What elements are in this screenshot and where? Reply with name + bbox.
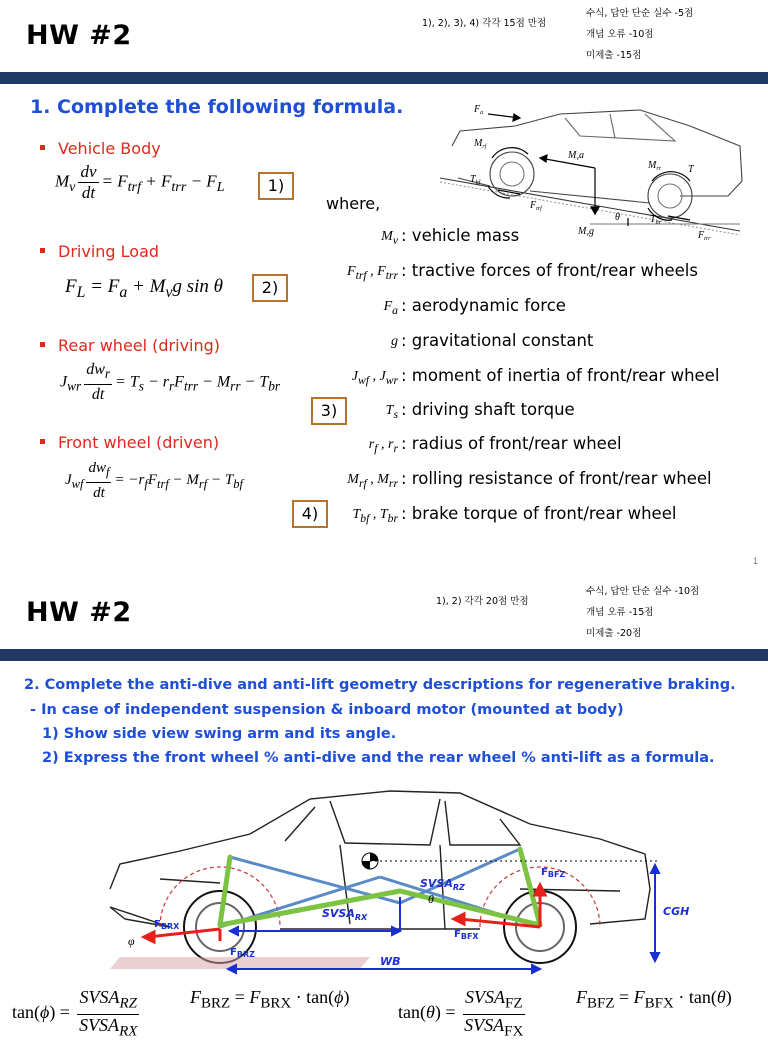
bullet-rear-wheel: Rear wheel (driving) (40, 336, 220, 355)
definition-row (300, 468, 760, 492)
equation-driving-load: $F_L = F_a + M_vg$ sin θ (65, 276, 223, 301)
bullet-driving-load: Driving Load (40, 242, 159, 261)
svg-text:φ: φ (128, 934, 135, 948)
page-number: 1 (752, 556, 758, 566)
slide-title: HW #2 (26, 20, 132, 51)
definition-desc: : vehicle mass (401, 226, 520, 245)
definition-symbol: $F_{trf}$ , $F_{trr}$ (347, 264, 398, 282)
cgh-label: CGH (663, 905, 690, 918)
svg-text:Fa: $F_a$ (474, 104, 484, 116)
definition-desc: : brake torque of front/rear wheel (401, 504, 677, 523)
penalty-item: 개념 오류 -15점 (586, 607, 654, 618)
definition-symbol: g (391, 334, 398, 349)
answer-box-3[interactable]: 3) (311, 397, 347, 425)
question-title: 1. Complete the following formula. (30, 96, 404, 118)
definition-desc: : driving shaft torque (401, 400, 575, 419)
equation-vehicle-body: $M_v$ $\frac{dv}{dt}$ = $F_{trf} + F_{trr} - F_L$ (55, 162, 225, 202)
bullet-front-wheel: Front wheel (driven) (40, 433, 219, 452)
wb-label: WB (380, 955, 401, 968)
penalty-item: 미제출 -15점 (586, 50, 642, 61)
definition-desc: : tractive forces of front/rear wheels (401, 261, 698, 280)
svg-text:Ftrr: $F_{trr}$ (698, 230, 711, 242)
definition-symbol: $J_{wf}$ , $J_{wr}$ (351, 369, 398, 387)
equation-rear-wheel: $J_{wr}$ $\frac{dw_r}{dt}$ = $T_s - r_rF_{trr} - M_{rr} - T_{br}$ (60, 361, 281, 404)
definition-desc: : gravitational constant (401, 331, 594, 350)
definition-row (300, 433, 760, 457)
penalty-list (586, 3, 693, 66)
vehicle-free-body-diagram (440, 96, 762, 246)
definition-row (300, 260, 760, 284)
answer-box-1[interactable]: 1) (258, 172, 294, 200)
anti-dive-diagram (100, 779, 700, 979)
svg-text:FBFX: $F_{BFX}$ (454, 929, 479, 941)
definition-row (300, 503, 760, 527)
formula-rear-fbrz: $F_{BRZ} = F_{BRX} \cdot \tan(\phi)$ (190, 987, 350, 1012)
slide-title: HW #2 (26, 597, 132, 628)
definition-desc: : radius of front/rear wheel (401, 434, 622, 453)
question-line: 1) Show side view swing arm and its angle. (42, 726, 397, 742)
header-bar (0, 649, 768, 661)
formula-rear-tan-phi: tan(ϕ) = $\frac{SVSA_{RZ}}{SVSA_{RX}}$ (12, 987, 138, 1040)
svg-text:FBRZ: $F_{BRZ}$ (230, 947, 255, 959)
svg-text:T: T (688, 164, 694, 175)
header-bar (0, 72, 768, 84)
svg-text:Ftrf: $F_{trf}$ (530, 200, 542, 212)
definition-symbol: $T_{bf}$ , $T_{br}$ (352, 507, 398, 525)
svg-text:Mrf: $M_{rf}$ (474, 138, 487, 150)
penalty-item: 개념 오류 -10점 (586, 29, 654, 40)
svg-text:θ: θ (615, 212, 620, 223)
formula-front-fbfz: $F_{BFZ} = F_{BFX} \cdot \tan(\theta)$ (576, 987, 732, 1012)
definition-desc: : rolling resistance of front/rear wheel (401, 469, 712, 488)
question-line: 2) Express the front wheel % anti-dive and the rear wheel % anti-lift as a formula. (42, 750, 715, 766)
penalty-item: 미제출 -20점 (586, 628, 642, 639)
question-line: 2. Complete the anti-dive and anti-lift geometry descriptions for regenerative braking. (24, 677, 736, 693)
score-note: 1), 2) 각각 20점 만점 (436, 596, 529, 607)
where-label: where, (326, 194, 381, 213)
definition-symbol: $F_a$ (383, 299, 398, 317)
question-line: - In case of independent suspension & inboard motor (mounted at body) (30, 702, 624, 718)
answer-box-2[interactable]: 2) (252, 274, 288, 302)
svg-text:Mvg: $M_vg$ (578, 226, 595, 238)
definition-desc: : moment of inertia of front/rear wheel (401, 366, 720, 385)
definition-row (300, 399, 760, 423)
svg-text:Mva: $M_va$ (568, 150, 585, 162)
definition-desc: : aerodynamic force (401, 296, 566, 315)
definition-row (300, 295, 760, 319)
slide-2 (0, 569, 768, 1040)
svg-text:θ: θ (428, 892, 434, 906)
answer-box-4[interactable]: 4) (292, 500, 328, 528)
penalty-item: 수식, 답안 단순 실수 -10점 (586, 586, 700, 597)
svsa-rz-label: $SVSA_{RZ}$ (420, 877, 465, 892)
svg-text:Tbf: $T_{bf}$ (470, 174, 481, 186)
score-note: 1), 2), 3), 4) 각각 15점 만점 (422, 18, 547, 29)
definition-symbol: $T_s$ (385, 403, 398, 421)
definition-symbol: $r_f$ , $r_r$ (368, 437, 398, 455)
definition-row (300, 330, 760, 354)
penalty-item: 수식, 답안 단순 실수 -5점 (586, 8, 694, 19)
formula-front-tan-theta: tan(θ) = $\frac{SVSA_{FZ}}{SVSA_{FX}}$ (398, 987, 524, 1040)
bullet-vehicle-body: Vehicle Body (40, 139, 161, 158)
definition-symbol: $M_{rf}$ , $M_{rr}$ (347, 472, 398, 490)
svg-text:Mrr: $M_{rr}$ (648, 160, 662, 172)
definition-symbol: $M_v$ (381, 229, 398, 247)
definition-row (300, 365, 760, 389)
equation-front-wheel: $J_{wf}$ $\frac{dw_f}{dt}$ = $-r_fF_{trf} - M_{rf} - T_{bf}$ (65, 460, 243, 501)
svg-text:Tbr: $T_{br}$ (650, 214, 661, 226)
svg-text:FBFZ: $F_{BFZ}$ (541, 867, 566, 879)
svsa-rx-label: $SVSA_{RX}$ (322, 907, 368, 922)
penalty-list (586, 581, 699, 644)
svg-text:FBRX: $F_{BRX}$ (154, 919, 180, 931)
